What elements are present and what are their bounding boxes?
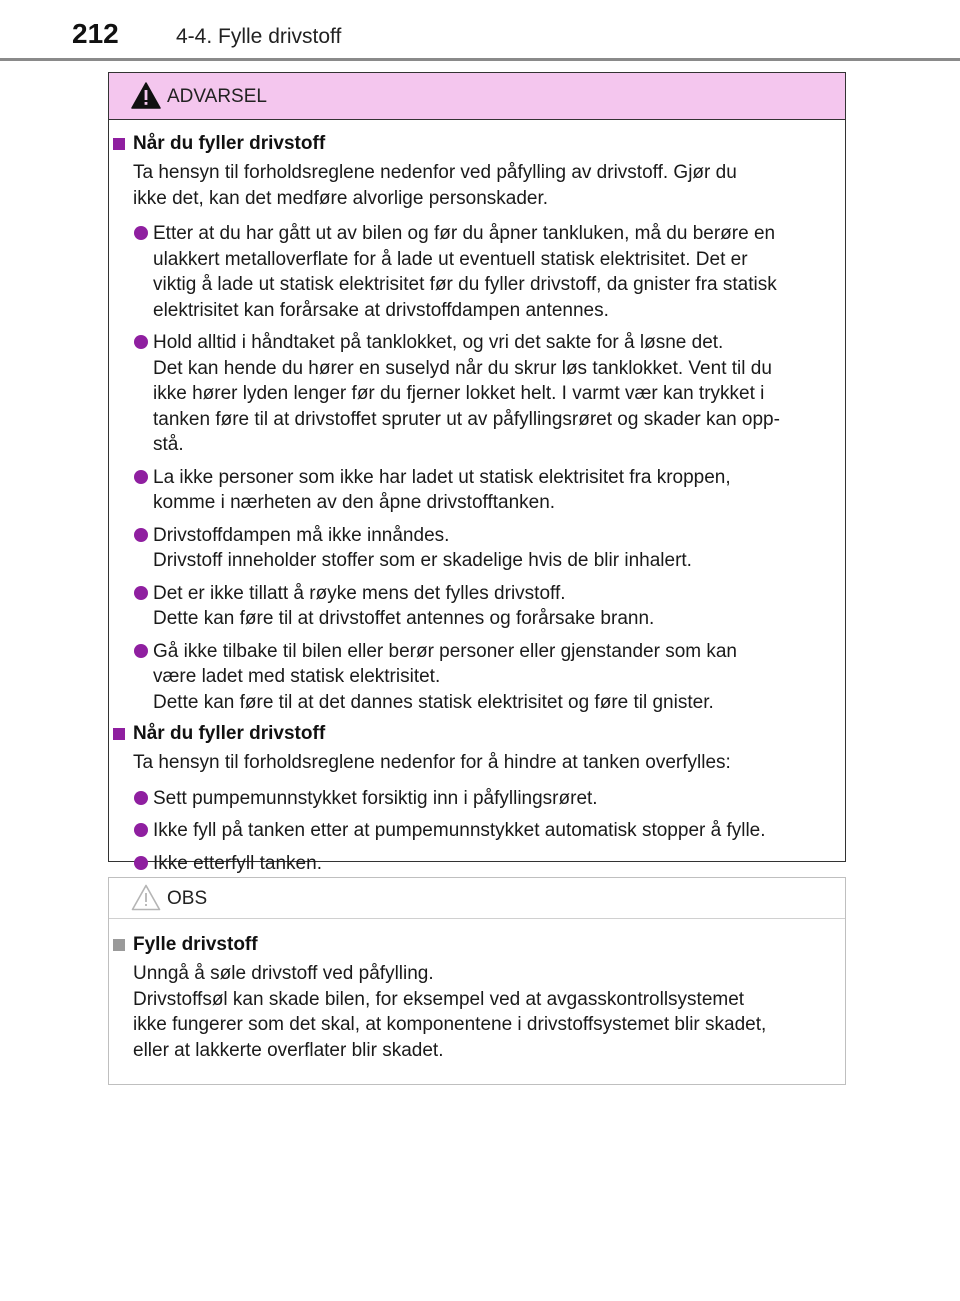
round-bullet-icon xyxy=(134,644,148,658)
notice-heading xyxy=(109,933,837,957)
bullet-text xyxy=(153,581,837,632)
text-line: Hold alltid i håndtaket på tanklokket, og vri det sakte for å løsne det. xyxy=(153,332,724,353)
bullet-text xyxy=(153,523,837,574)
warning-bullet xyxy=(133,221,837,323)
text-line: Drivstoffsøl kan skade bilen, for eksempel ved at avgasskontrollsystemet xyxy=(133,988,745,1010)
square-bullet-icon xyxy=(113,728,125,740)
round-bullet-icon xyxy=(134,856,148,870)
text-line: komme i nærheten av den åpne drivstofftanken. xyxy=(153,492,556,513)
text-line: Drivstoffdampen må ikke innåndes. xyxy=(153,524,450,546)
page-header xyxy=(0,0,960,62)
text-line: være ladet med statisk elektrisitet. xyxy=(153,666,441,687)
heading-text: Når du fyller drivstoff xyxy=(133,723,326,744)
round-bullet-icon xyxy=(134,335,148,349)
text-line: Dette kan føre til at drivstoffet antennes og forårsake brann. xyxy=(153,608,655,629)
section-title: 4-4. Fylle drivstoff xyxy=(176,25,342,48)
text-line: Det er ikke tillatt å røyke mens det fylles drivstoff. xyxy=(153,582,566,604)
text-line: Gå ikke tilbake til bilen eller berør personer eller gjenstander som kan xyxy=(153,640,737,662)
bullet-text xyxy=(153,786,837,812)
warning-header xyxy=(109,73,845,120)
text-line: elektrisitet kan forårsake at drivstoffdampen antennes. xyxy=(153,299,609,321)
warning-label: ADVARSEL xyxy=(167,86,267,107)
notice-header xyxy=(109,878,845,919)
square-bullet-icon xyxy=(113,138,125,150)
warning-bullet xyxy=(133,523,837,574)
warning-triangle-icon xyxy=(131,82,161,109)
square-bullet-icon xyxy=(113,939,125,951)
warning-box xyxy=(108,72,846,874)
warning-bullet xyxy=(133,330,837,458)
heading-text: Når du fyller drivstoff xyxy=(133,133,326,154)
round-bullet-icon xyxy=(134,586,148,600)
text-line: La ikke personer som ikke har ladet ut statisk elektrisitet fra kroppen, xyxy=(153,466,731,488)
text-line: Ikke etterfyll tanken. xyxy=(153,852,322,874)
text-line: tanken føre til at drivstoffet spruter ut av påfyllingsrøret og skader kan opp- xyxy=(153,408,780,430)
header-divider xyxy=(0,58,960,61)
warning-bullet xyxy=(133,851,837,877)
warning-bullet xyxy=(133,818,837,844)
text-line: Ikke fyll på tanken etter at pumpemunnstykket automatisk stopper å fylle. xyxy=(153,820,766,841)
warning-heading-1 xyxy=(109,132,837,156)
heading-text: Fylle drivstoff xyxy=(133,934,258,955)
warning-bullet xyxy=(133,639,837,716)
round-bullet-icon xyxy=(134,823,148,837)
caution-triangle-outline-icon xyxy=(131,884,161,911)
notice-box xyxy=(108,877,846,1085)
text-line: viktig å lade ut statisk elektrisitet før du fyller drivstoff, da gnister fra statisk xyxy=(153,274,777,295)
text-line: Dette kan føre til at det dannes statisk elektrisitet og føre til gnister. xyxy=(153,691,714,713)
text-line: ikke det, kan det medføre alvorlige personskader. xyxy=(133,187,549,209)
text-line: Det kan hende du hører en suselyd når du skrur løs tanklokket. Vent til du xyxy=(153,357,772,379)
text-line: Ta hensyn til forholdsreglene nedenfor for å hindre at tanken overfylles: xyxy=(133,752,731,773)
warning-intro-2 xyxy=(133,750,837,776)
warning-intro-1 xyxy=(133,160,837,211)
text-line: Drivstoff inneholder stoffer som er skadelige hvis de blir inhalert. xyxy=(153,550,692,571)
notice-text xyxy=(133,961,837,1063)
warning-heading-2 xyxy=(109,722,837,746)
page-number: 212 xyxy=(72,18,119,49)
warning-bullet xyxy=(133,581,837,632)
round-bullet-icon xyxy=(134,470,148,484)
text-line: stå. xyxy=(153,434,184,455)
notice-body xyxy=(109,919,845,1063)
bullet-text xyxy=(153,851,837,877)
notice-label: OBS xyxy=(167,888,208,909)
round-bullet-icon xyxy=(134,791,148,805)
round-bullet-icon xyxy=(134,528,148,542)
text-line: Etter at du har gått ut av bilen og før du åpner tankluken, må du berøre en xyxy=(153,223,776,244)
text-line: Unngå å søle drivstoff ved påfylling. xyxy=(133,963,434,984)
warning-bullet xyxy=(133,465,837,516)
warning-bullet xyxy=(133,786,837,812)
bullet-text xyxy=(153,465,837,516)
text-line: ikke fungerer som det skal, at komponentene i drivstoffsystemet blir skadet, xyxy=(133,1014,767,1035)
text-line: ikke hører lyden lenger før du fjerner lokket helt. I varmt vær kan trykket i xyxy=(153,383,765,404)
round-bullet-icon xyxy=(134,226,148,240)
bullet-text xyxy=(153,639,837,716)
bullet-text xyxy=(153,818,837,844)
text-line: ulakkert metalloverflate for å lade ut eventuell statisk elektrisitet. Det er xyxy=(153,248,748,270)
warning-body xyxy=(109,120,845,876)
bullet-text xyxy=(153,330,837,458)
text-line: Ta hensyn til forholdsreglene nedenfor ved påfylling av drivstoff. Gjør du xyxy=(133,162,737,183)
text-line: Sett pumpemunnstykket forsiktig inn i påfyllingsrøret. xyxy=(153,787,598,809)
bullet-text xyxy=(153,221,837,323)
text-line: eller at lakkerte overflater blir skadet. xyxy=(133,1039,444,1061)
